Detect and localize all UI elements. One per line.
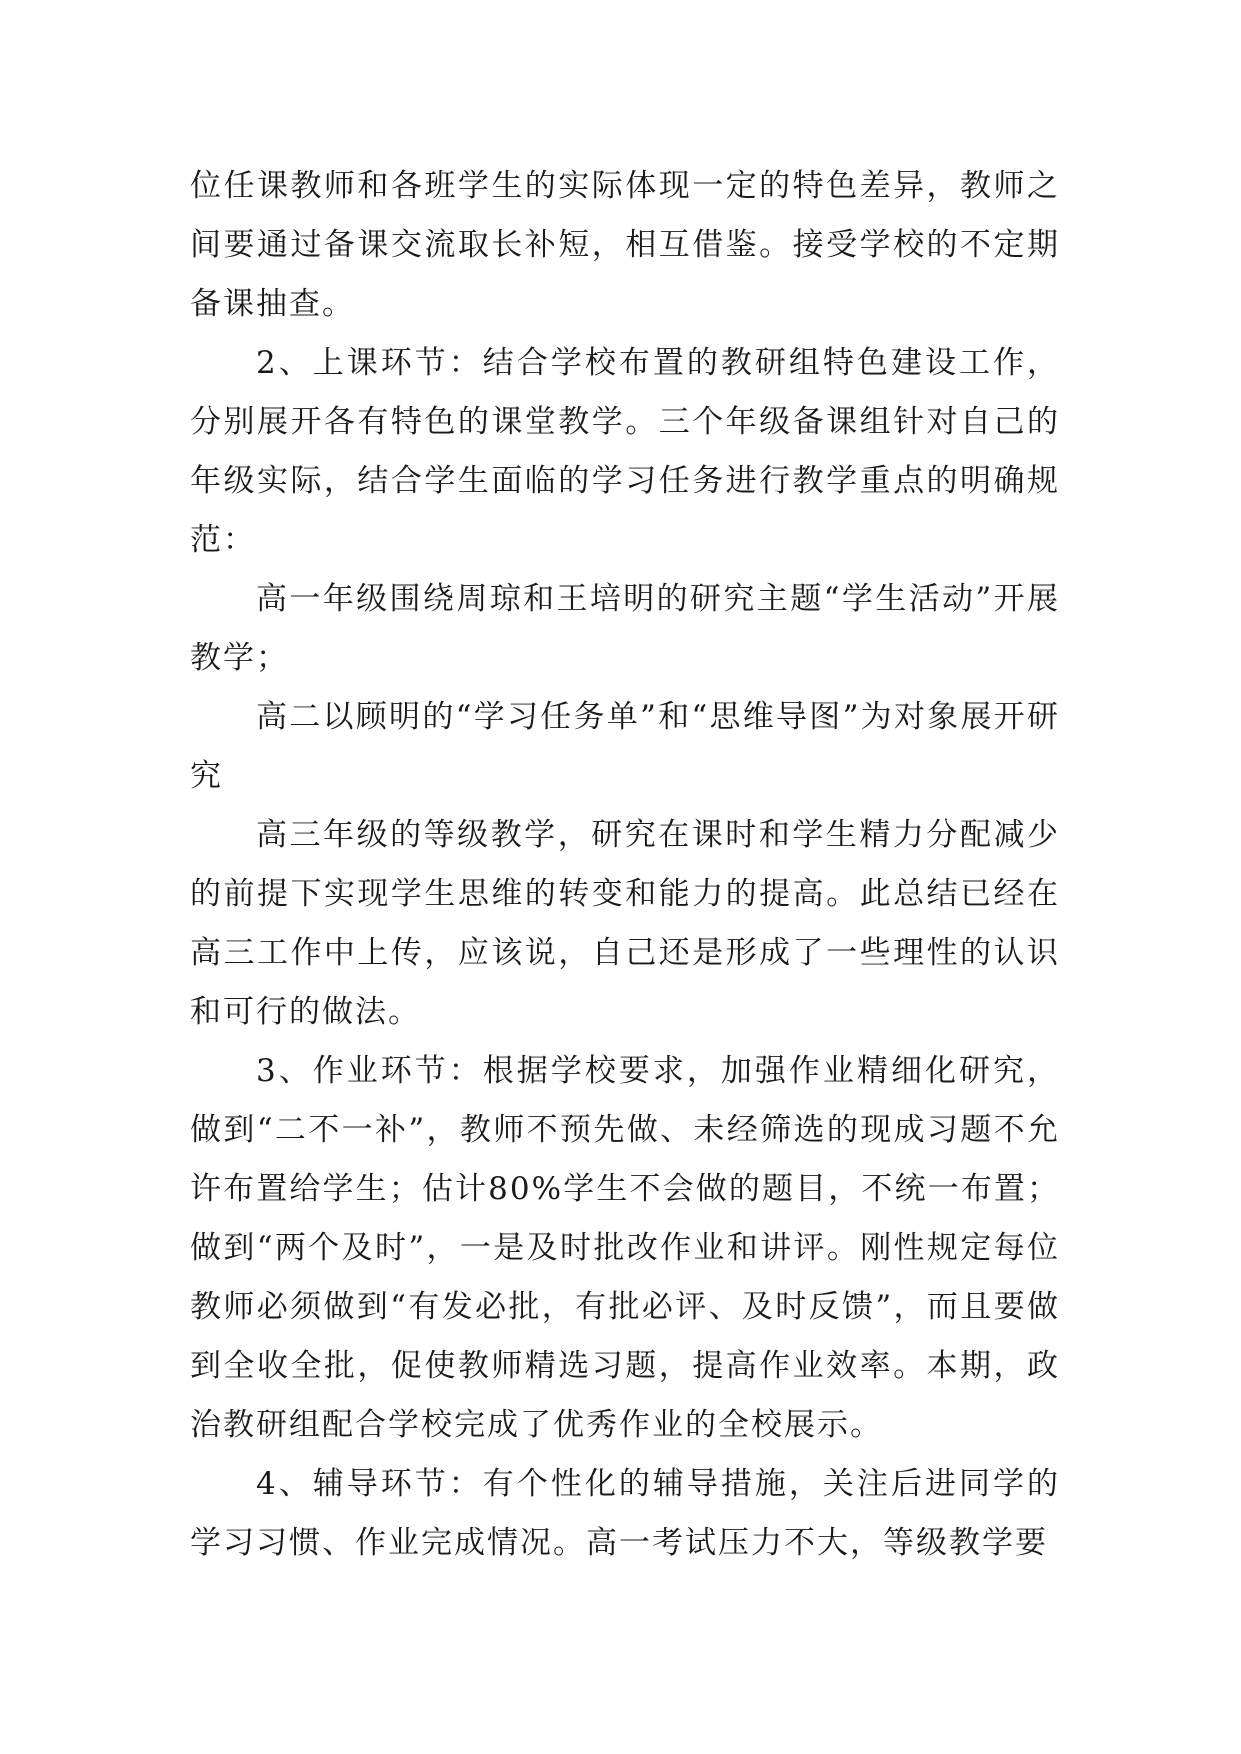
paragraph-4: 高二以顾明的“学习任务单”和“思维导图”为对象展开研究 — [190, 699, 1060, 794]
paragraph-5: 高三年级的等级教学，研究在课时和学生精力分配减少的前提下实现学生思维的转变和能力的提高。此总结已经在高三工作中上传，应该说，自己还是形成了一些理性的认识和可行的做法。 — [190, 817, 1060, 1030]
paragraph-3: 高一年级围绕周琼和王培明的研究主题“学生活动”开展教学； — [190, 581, 1060, 676]
paragraph-2: 2、上课环节：结合学校布置的教研组特色建设工作，分别展开各有特色的课堂教学。三个年级备课组针对自己的年级实际，结合学生面临的学习任务进行教学重点的明确规范： — [190, 345, 1060, 558]
document-body — [190, 157, 1060, 1573]
paragraph-1: 位任课教师和各班学生的实际体现一定的特色差异，教师之间要通过备课交流取长补短，相互借鉴。接受学校的不定期备课抽查。 — [190, 168, 1060, 322]
paragraph-7: 4、辅导环节：有个性化的辅导措施，关注后进同学的学习习惯、作业完成情况。高一考试压力不大，等级教学要 — [190, 1466, 1060, 1561]
paragraph-6: 3、作业环节：根据学校要求，加强作业精细化研究，做到“二不一补”，教师不预先做、未经筛选的现成习题不允许布置给学生；估计80%学生不会做的题目，不统一布置；做到“两个及时”，一是及时批改作业和讲评。刚性规定每位教师必须做到“有发必批，有批必评、及时反馈”，而且要做到全收全批，促使教师精选习题，提高作业效率。本期，政治教研组配合学校完成了优秀作业的全校展示。 — [190, 1053, 1060, 1443]
